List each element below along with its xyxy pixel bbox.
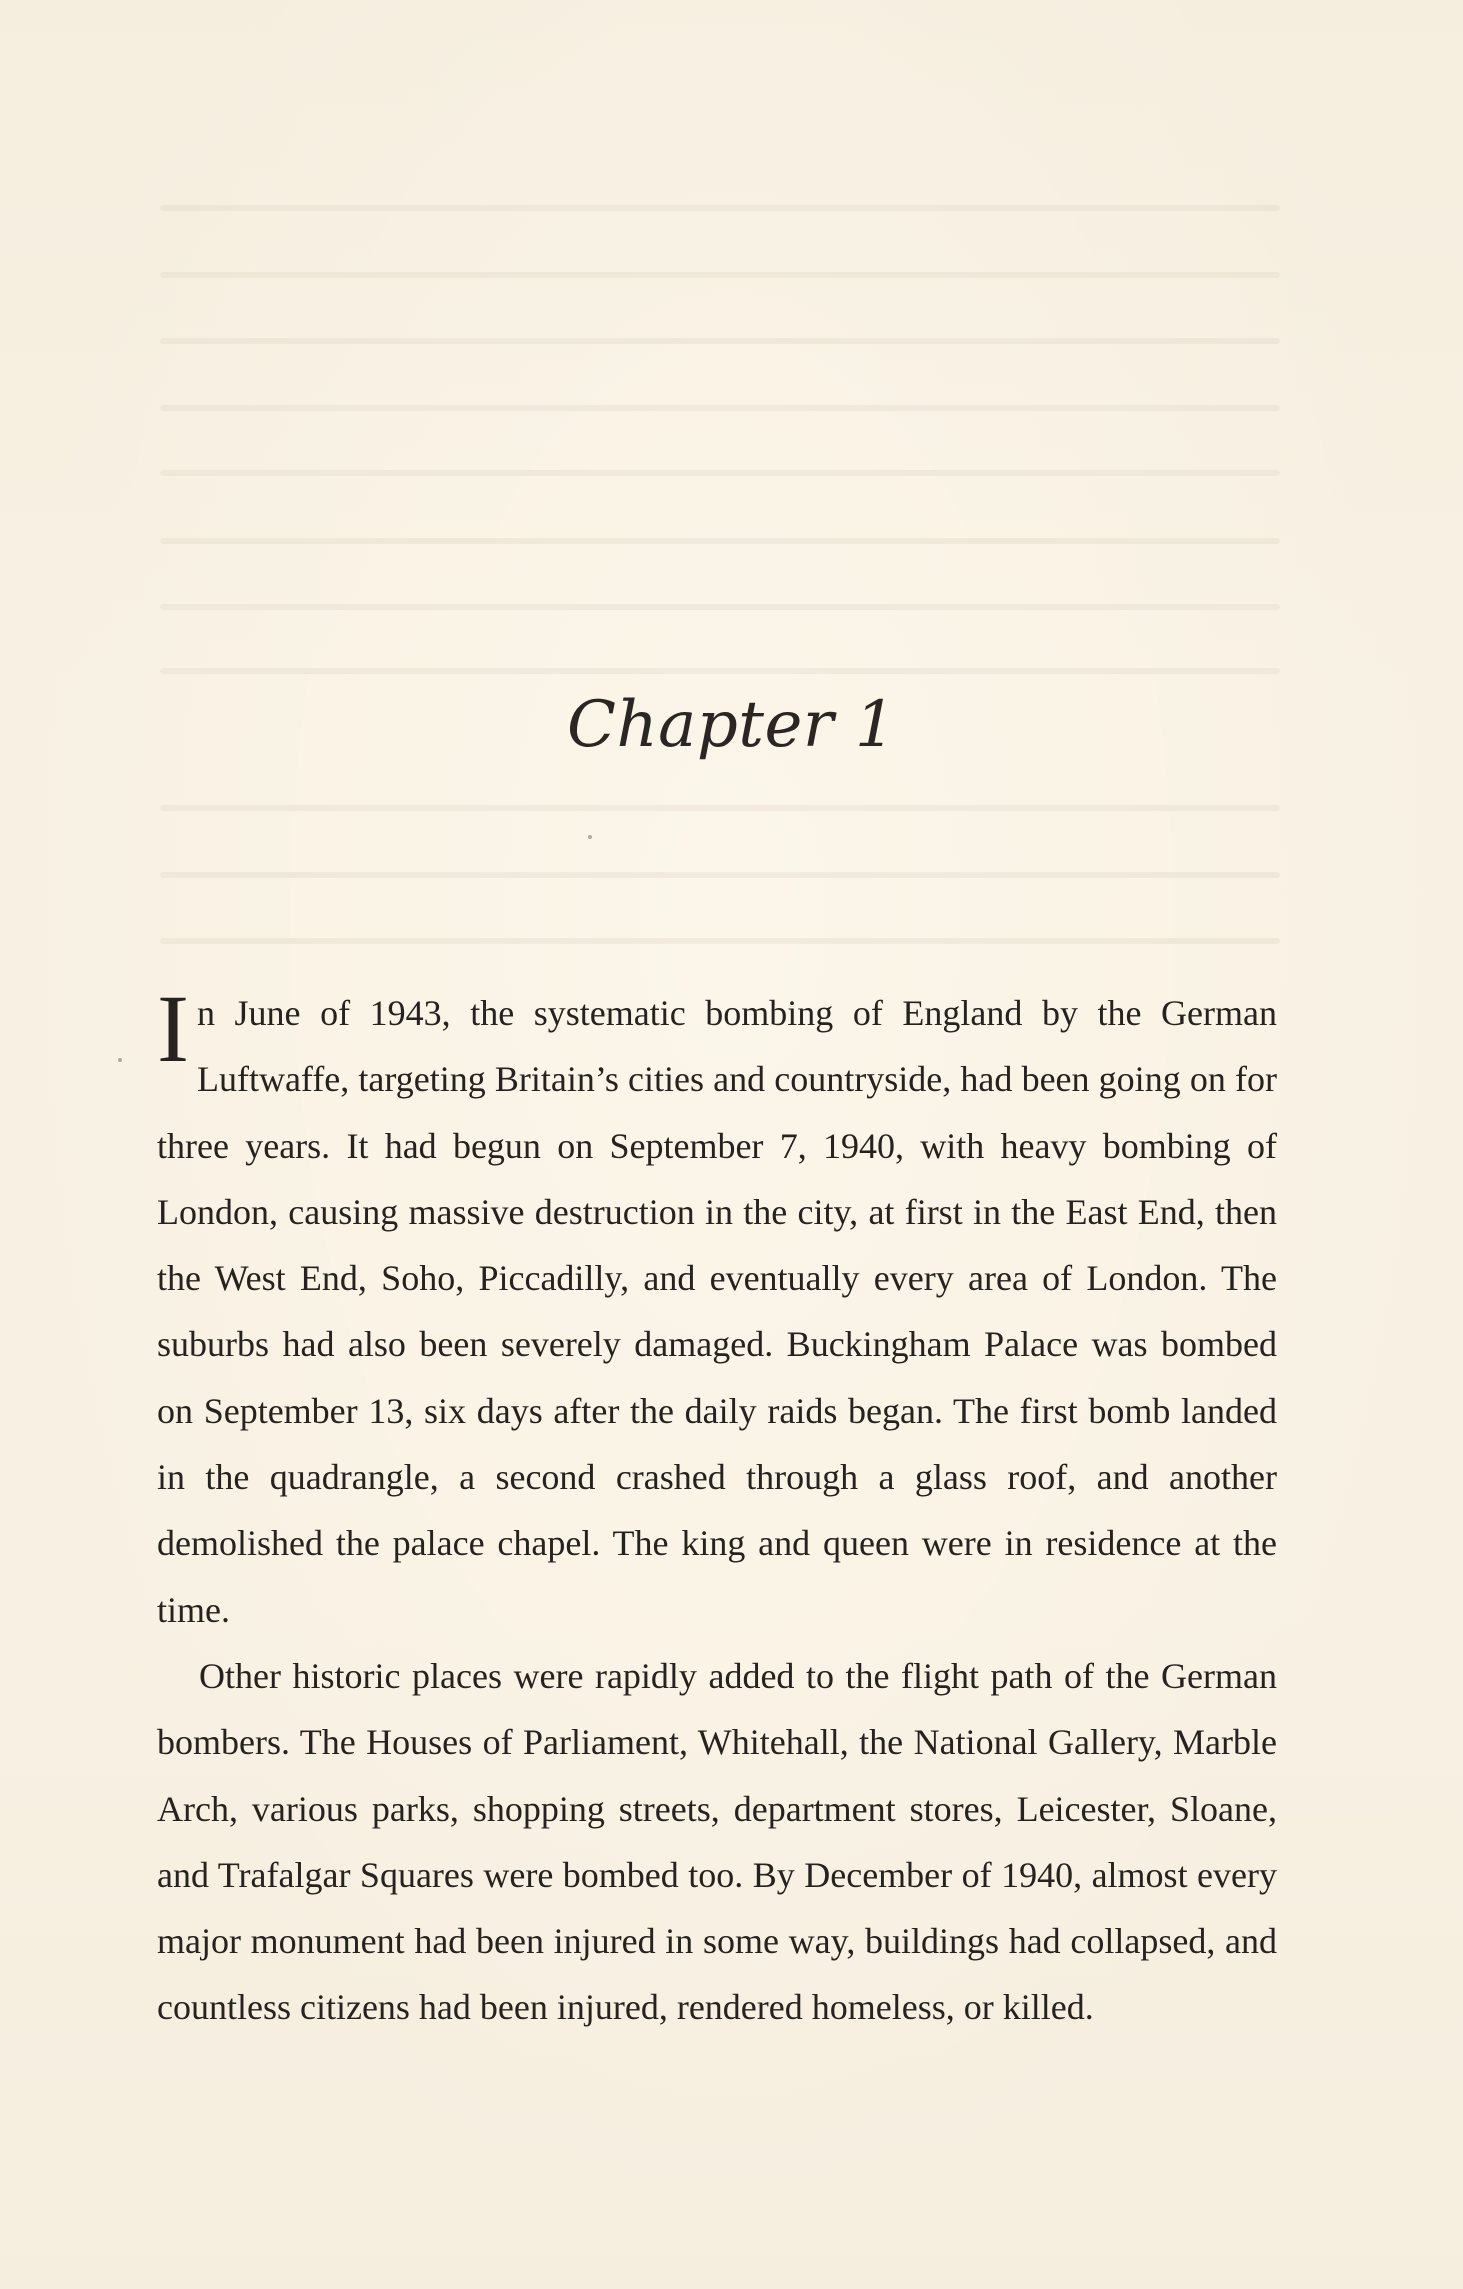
paragraph-1-text: n June of 1943, the systematic bombing of England by the German Luftwaffe, targeting Britain’s cities and countryside, had been going on for three years. It had begun on September 7, 1940, with heavy bombing of London, causing massive destruction in the city, at first in the East End, then the West End, Soho, Piccadilly, and eventually every area of London. The suburbs had also been severely damaged. Buckingham Palace was bombed on September 13, six days after the daily raids began. The first bomb landed in the quadrangle, a second crashed through a glass roof, and another demolished the palace chapel. The king and queen were in residence at the time. xyxy=(157,993,1277,1630)
paragraph-1 xyxy=(157,975,1277,1643)
show-through-line xyxy=(160,338,1280,344)
ink-speck xyxy=(118,1058,122,1062)
show-through-line xyxy=(160,805,1280,811)
show-through-line xyxy=(160,538,1280,544)
show-through-line xyxy=(160,470,1280,476)
show-through-line xyxy=(160,604,1280,610)
chapter-title: Chapter 1 xyxy=(566,688,897,762)
drop-cap: I xyxy=(157,975,189,1082)
show-through-line xyxy=(160,872,1280,878)
show-through-line xyxy=(160,272,1280,278)
show-through-line xyxy=(160,668,1280,674)
chapter-body xyxy=(157,975,1277,2041)
paragraph-2: Other historic places were rapidly added to the flight path of the German bombers. The Houses of Parliament, Whitehall, the National Gallery, Marble Arch, various parks, shopping streets, department stores, Leicester, Sloane, and Trafalgar Squares were bombed too. By December of 1940, almost every major monument had been injured in some way, buildings had collapsed, and countless citizens had been injured, rendered homeless, or killed. xyxy=(157,1655,1277,2028)
show-through-line xyxy=(160,938,1280,944)
ink-speck xyxy=(588,835,592,839)
show-through-line xyxy=(160,205,1280,211)
show-through-line xyxy=(160,405,1280,411)
